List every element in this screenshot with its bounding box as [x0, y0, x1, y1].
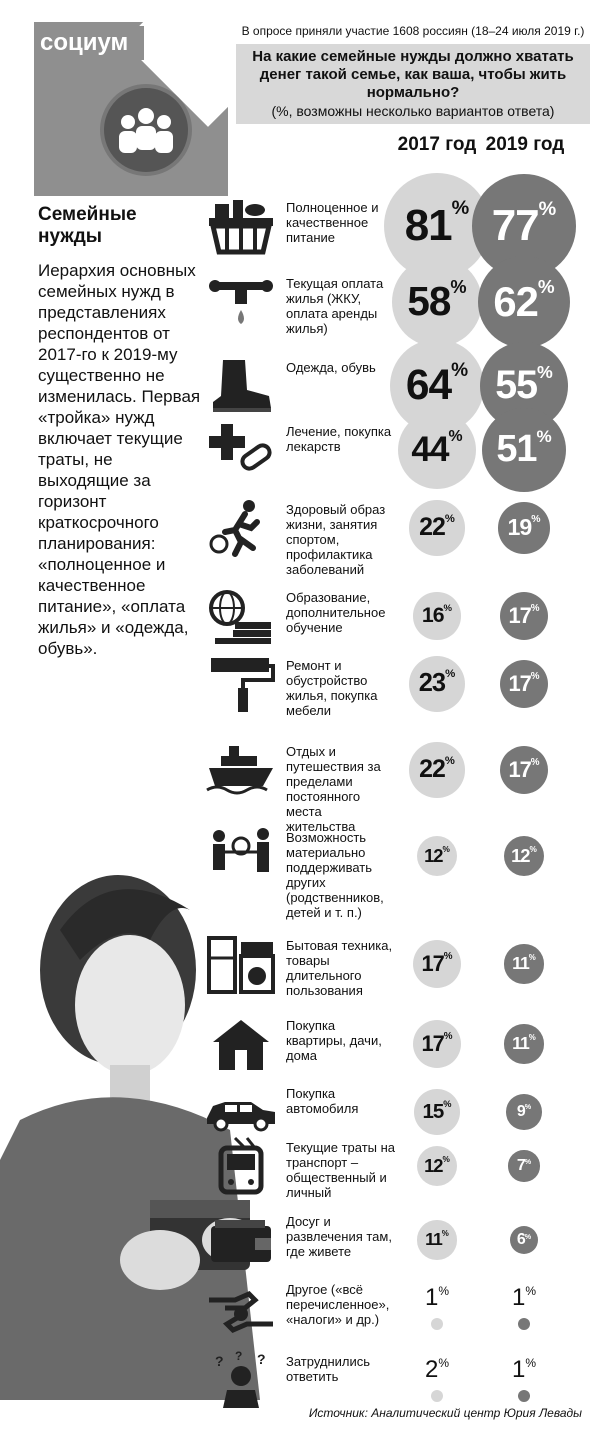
- small-value-label: [504, 1284, 544, 1312]
- percent-sign: %: [445, 668, 456, 681]
- category-label: Другое («всё перечисленное», «налоги» и др.): [286, 1282, 390, 1327]
- data-label-value: 23: [418, 669, 446, 698]
- ship-icon: [205, 740, 277, 800]
- data-label-value: 62: [493, 277, 538, 325]
- bubble-2017: [392, 257, 482, 347]
- bubble-2017: [417, 1146, 458, 1187]
- small-value-label: [417, 1356, 457, 1384]
- percent-sign: %: [530, 756, 540, 768]
- category-label: Возможность материально поддерживать других (родственников, детей и т. п.): [286, 830, 384, 920]
- data-label-value: 12: [511, 844, 530, 866]
- percent-sign: %: [444, 754, 455, 767]
- bubble-2019: [506, 1094, 541, 1129]
- category-label: Текущие траты на транспорт – общественный и личный: [286, 1140, 396, 1200]
- category-label: Ремонт и обустройство жилья, покупка мебели: [286, 658, 378, 718]
- category-label: Затруднились ответить: [286, 1354, 371, 1384]
- percent-sign: %: [443, 603, 453, 614]
- percent-sign: %: [536, 426, 552, 446]
- percent-sign: %: [450, 277, 467, 298]
- category-label: Покупка квартиры, дачи, дома: [286, 1018, 382, 1063]
- bubble-2019: [500, 746, 549, 795]
- data-label-value: 22: [419, 755, 445, 784]
- percent-sign: %: [438, 1356, 450, 1370]
- percent-sign: %: [442, 844, 450, 854]
- data-label-value: 17: [421, 1030, 444, 1056]
- bubble-2019: [482, 408, 566, 492]
- bubble-2017: [431, 1390, 443, 1402]
- section-logo: [34, 22, 228, 196]
- data-label-value: 1: [511, 1356, 526, 1383]
- data-label-value: 1: [511, 1284, 526, 1311]
- bubble-2019: [478, 256, 571, 349]
- source-note: Источник: Аналитический центр Юрия Левады: [308, 1406, 582, 1420]
- category-label: Покупка автомобиля: [286, 1086, 359, 1116]
- percent-sign: %: [537, 361, 553, 382]
- data-label-value: 1: [424, 1284, 439, 1311]
- bubble-2017: [431, 1318, 443, 1330]
- data-label-value: 11: [512, 953, 529, 974]
- percent-sign: %: [531, 513, 541, 525]
- bubble-2017: [417, 1220, 456, 1259]
- runner-icon: [205, 498, 277, 558]
- percent-sign: %: [451, 196, 470, 219]
- bubble-2019: [500, 592, 549, 641]
- data-label-value: 16: [421, 603, 444, 628]
- percent-sign: %: [448, 428, 463, 446]
- category-label: Образование, дополнительное обучение: [286, 590, 386, 635]
- percent-sign: %: [529, 844, 537, 854]
- data-label-value: 11: [512, 1033, 529, 1054]
- bubble-2019: [508, 1150, 539, 1181]
- data-label-value: 17: [421, 950, 444, 976]
- bubble-2019: [500, 660, 549, 709]
- bubble-2017: [409, 742, 464, 797]
- percent-sign: %: [524, 1102, 532, 1112]
- percent-sign: %: [525, 1284, 537, 1298]
- data-label-value: 58: [407, 278, 451, 325]
- bubble-2019: [504, 1024, 543, 1063]
- category-label: Досуг и развлечения там, где живете: [286, 1214, 392, 1259]
- car-icon: [205, 1082, 277, 1142]
- bubble-2019: [504, 836, 545, 877]
- percent-sign: %: [528, 953, 536, 963]
- bubble-2017: [414, 1089, 460, 1135]
- data-label-value: 77: [491, 200, 539, 250]
- category-label: Одежда, обувь: [286, 360, 376, 375]
- svg-text:?: ?: [215, 1353, 224, 1369]
- small-value-label: [504, 1356, 544, 1384]
- percent-sign: %: [444, 512, 455, 525]
- percent-sign: %: [441, 1229, 449, 1239]
- data-label-value: 64: [405, 361, 452, 409]
- percent-sign: %: [537, 276, 555, 298]
- question-text: На какие семейные нужды должно хватать денег такой семье, как ваша, чтобы жить нормально?: [252, 48, 574, 101]
- percent-sign: %: [525, 1356, 537, 1370]
- bubble-2019: [518, 1390, 530, 1402]
- bubble-2019: [510, 1226, 539, 1255]
- data-label-value: 11: [425, 1229, 442, 1250]
- percent-sign: %: [524, 1157, 532, 1167]
- bubble-2017: [409, 500, 464, 555]
- bubble-2019: [518, 1318, 530, 1330]
- data-label-value: 22: [419, 513, 445, 542]
- category-label: Здоровый образ жизни, занятия спортом, профилактика заболеваний: [286, 502, 386, 577]
- small-value-label: [417, 1284, 457, 1312]
- year-header-2017: 2017 год: [397, 134, 477, 155]
- data-label-value: 12: [424, 844, 443, 866]
- bubble-2017: [417, 836, 458, 877]
- paint-roller-icon: [205, 654, 277, 714]
- percent-sign: %: [443, 1099, 452, 1110]
- percent-sign: %: [530, 602, 540, 614]
- faucet-icon: [205, 272, 277, 332]
- data-label-value: 12: [424, 1154, 443, 1176]
- percent-sign: %: [443, 950, 453, 962]
- people-icon: [100, 84, 192, 176]
- medicine-icon: [205, 420, 277, 480]
- data-label-value: 44: [411, 429, 449, 469]
- percent-sign: %: [538, 197, 557, 220]
- data-label-value: 55: [495, 363, 537, 408]
- trolleybus-icon: [205, 1136, 277, 1196]
- data-label-value: 51: [496, 428, 537, 471]
- sidebar-text: Иерархия основных семейных нужд в представлениях респондентов от 2017-го к 2019-му существенно не изменилась. Первая «тройка» нужд включает текущие траты, не выходящие за горизонт краткосрочного планирования: «полноценное и качественное питание», «оплата жилья» и «одежда, обувь».: [38, 261, 201, 658]
- house-icon: [205, 1014, 277, 1074]
- boot-icon: [205, 356, 277, 416]
- category-label: Текущая оплата жилья (ЖКУ, оплата аренды жилья): [286, 276, 384, 336]
- globe-books-icon: [205, 586, 277, 646]
- data-label-value: 19: [507, 514, 532, 541]
- bubble-2017: [398, 411, 476, 489]
- question-box: [236, 44, 590, 124]
- percent-sign: %: [443, 1030, 453, 1042]
- bubble-2017: [413, 1020, 462, 1069]
- appliances-icon: [205, 934, 277, 994]
- sidebar-title: Семейные нужды: [38, 204, 137, 247]
- survey-note: В опросе приняли участие 1608 россиян (18–24 июля 2019 г.): [241, 24, 585, 38]
- bubble-2017: [409, 656, 466, 713]
- data-label-value: 9: [516, 1102, 525, 1120]
- data-label-value: 81: [404, 200, 452, 250]
- data-label-value: 2: [424, 1356, 439, 1383]
- bubble-2017: [413, 592, 460, 639]
- basket-icon: [205, 196, 277, 256]
- percent-sign: %: [524, 1232, 532, 1242]
- hand-coin-icon: [205, 1278, 277, 1338]
- bubble-2019: [498, 502, 549, 553]
- category-label: Отдых и путешествия за пределами постоянного места жительства: [286, 744, 381, 834]
- data-label-value: 15: [422, 1099, 444, 1123]
- confused-person-icon: [205, 1350, 277, 1410]
- svg-text:?: ?: [235, 1350, 243, 1363]
- category-label: Лечение, покупка лекарств: [286, 424, 392, 454]
- data-label-value: 7: [516, 1156, 525, 1174]
- percent-sign: %: [442, 1154, 450, 1164]
- percent-sign: %: [438, 1284, 450, 1298]
- percent-sign: %: [528, 1033, 536, 1043]
- data-label-value: 17: [508, 756, 531, 782]
- category-label: Полноценное и качественное питание: [286, 200, 379, 245]
- bubble-2017: [413, 940, 462, 989]
- data-label-value: 17: [508, 602, 531, 628]
- wallet-icon: [205, 1210, 277, 1270]
- percent-sign: %: [451, 360, 469, 382]
- category-label: Бытовая техника, товары длительного пользования: [286, 938, 393, 998]
- bubble-2019: [504, 944, 543, 983]
- percent-sign: %: [530, 670, 540, 682]
- svg-text:?: ?: [257, 1351, 266, 1367]
- money-support-icon: [205, 826, 277, 886]
- data-label-value: 17: [508, 670, 531, 696]
- year-header-2019: 2019 год: [485, 134, 565, 155]
- data-label-value: 6: [516, 1230, 525, 1248]
- question-subtitle: (%, возможны несколько вариантов ответа): [271, 103, 555, 119]
- section-label: социум: [34, 26, 144, 60]
